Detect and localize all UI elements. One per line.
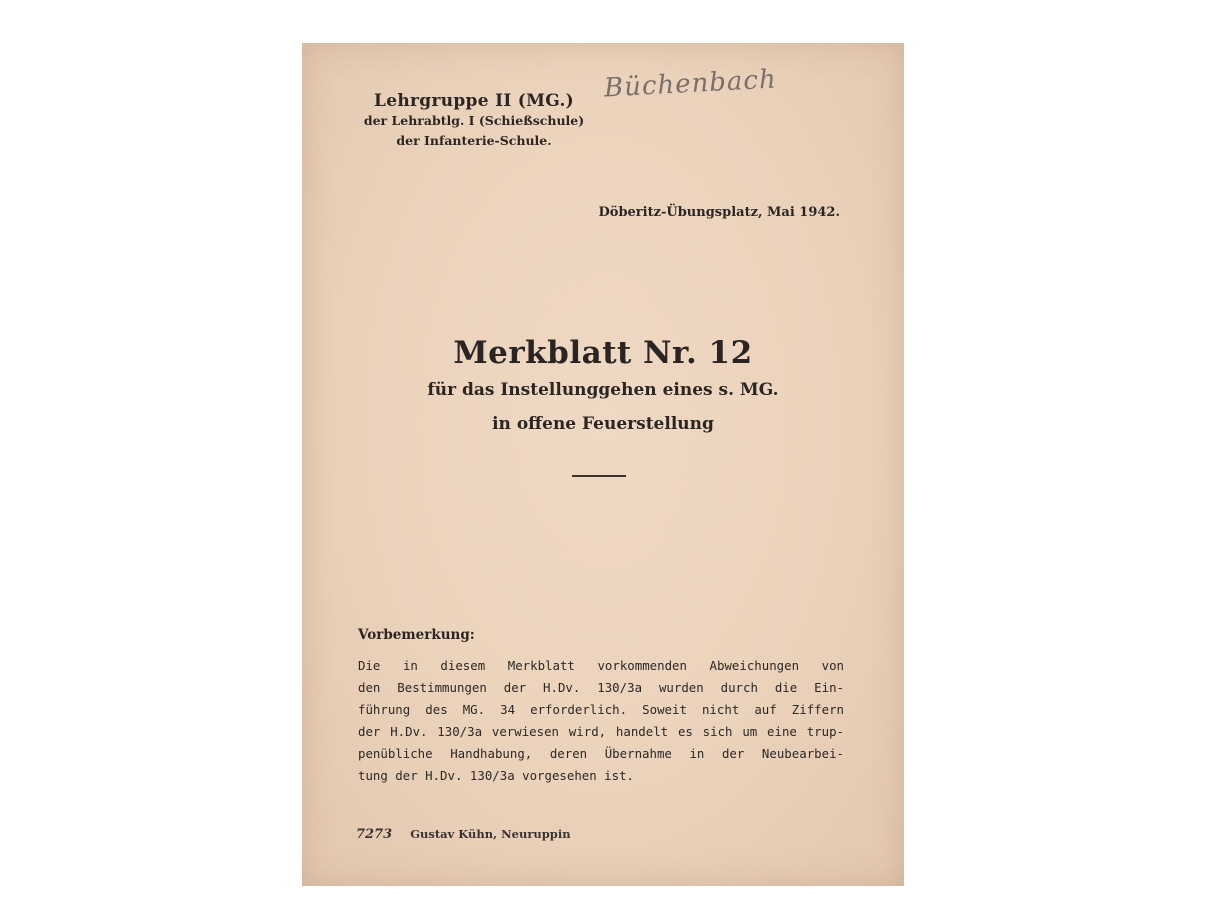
title-divider	[572, 475, 626, 477]
handwritten-annotation-text: Büchenbach	[603, 64, 778, 104]
document-title: Merkblatt Nr. 12	[453, 335, 753, 371]
document-subtitle-line-2: in offene Feuerstellung	[492, 414, 714, 434]
document-sheet	[302, 43, 904, 886]
remark-line: den Bestimmungen der H.Dv. 130/3a wurden durch die Ein-	[358, 680, 844, 695]
remark-body	[358, 655, 844, 787]
remark-line: Die in diesem Merkblatt vorkommenden Abweichungen von	[358, 658, 844, 673]
handwritten-annotation	[603, 65, 777, 104]
document-subtitle-line-1: für das Instellunggehen eines s. MG.	[427, 380, 779, 400]
remark-heading: Vorbemerkung:	[358, 627, 475, 643]
unit-header	[344, 91, 604, 151]
place-and-date: Döberitz-Übungsplatz, Mai 1942.	[598, 205, 840, 220]
unit-school: der Infanterie-Schule.	[396, 133, 552, 148]
title-block	[302, 335, 904, 439]
remark-line: führung des MG. 34 erforderlich. Soweit nicht auf Ziffern	[358, 702, 844, 717]
remark-line: penübliche Handhabung, deren Übernahme in der Neubearbei-	[358, 746, 844, 761]
print-number: 7273	[356, 827, 393, 842]
remark-line: tung der H.Dv. 130/3a vorgesehen ist.	[358, 768, 635, 783]
printer-imprint	[356, 827, 571, 842]
unit-department: der Lehrabtlg. I (Schießschule)	[363, 113, 585, 128]
unit-name: Lehrgruppe II (MG.)	[373, 91, 575, 111]
printer-name: Gustav Kühn, Neuruppin	[410, 827, 571, 841]
remark-line: der H.Dv. 130/3a verwiesen wird, handelt es sich um eine trup-	[358, 724, 844, 739]
